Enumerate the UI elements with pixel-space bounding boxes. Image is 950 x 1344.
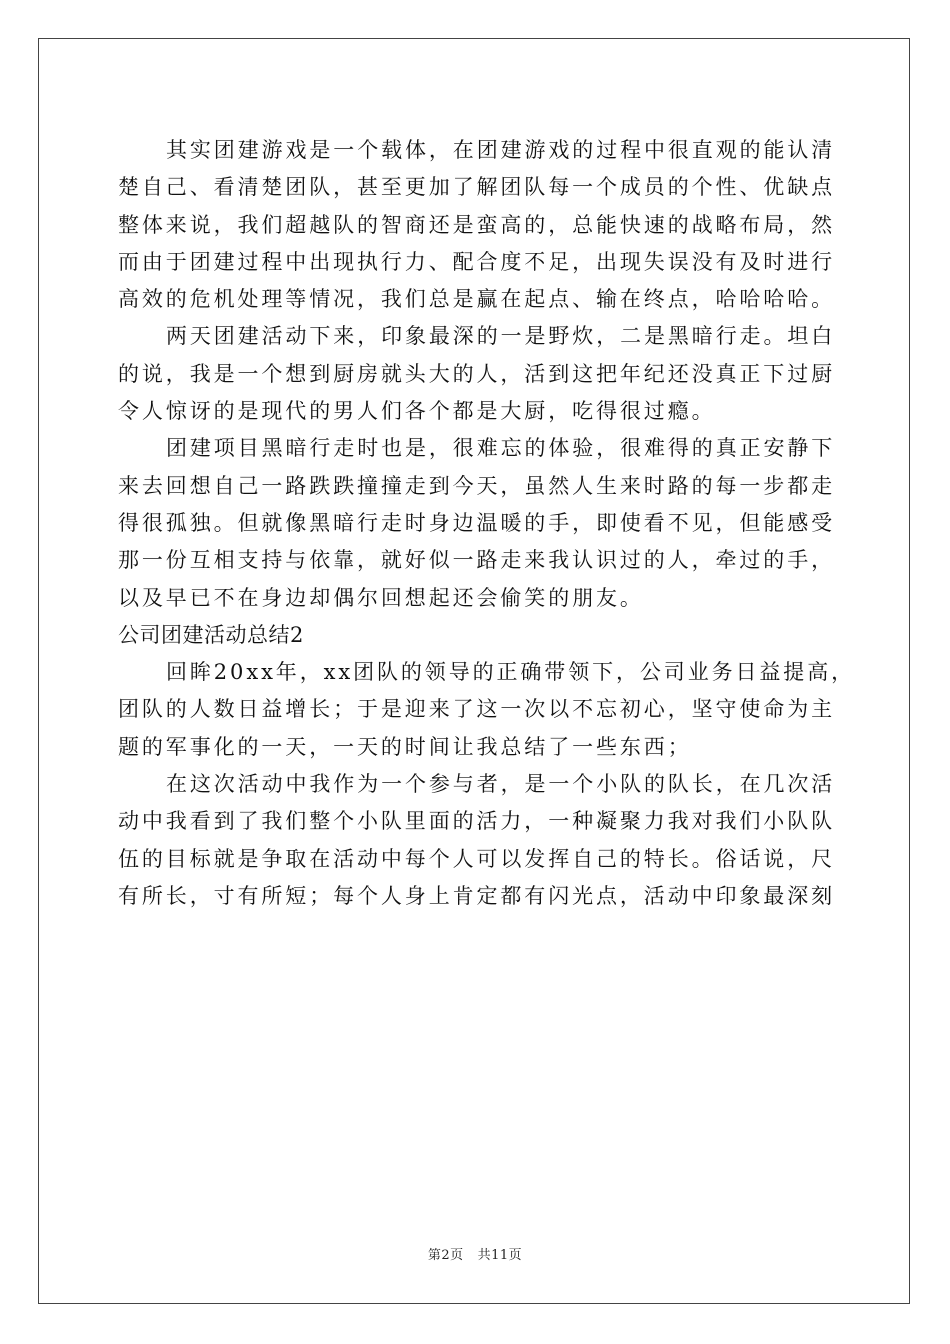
paragraph-5 <box>118 766 838 915</box>
text-line: 有所长，寸有所短；每个人身上肯定都有闪光点，活动中印象最深刻 <box>118 883 835 908</box>
section-heading: 公司团建活动总结2 <box>118 622 304 647</box>
paragraph-3 <box>118 430 838 616</box>
paragraph-2 <box>118 318 838 430</box>
text-line: 回眸20xx年，xx团队的领导的正确带领下，公司业务日益提高， <box>166 660 855 685</box>
text-line: 整体来说，我们超越队的智商还是蛮高的，总能快速的战略布局，然 <box>118 212 835 237</box>
text-line: 高效的危机处理等情况，我们总是赢在起点、输在终点，哈哈哈哈。 <box>118 287 835 312</box>
paragraph-4 <box>118 654 855 766</box>
text-line: 团队的人数日益增长；于是迎来了这一次以不忘初心，坚守使命为主 <box>118 697 835 722</box>
page-number: 第2页 <box>427 1248 464 1263</box>
text-line: 楚自己、看清楚团队，甚至更加了解团队每一个成员的个性、优缺点 <box>118 175 835 200</box>
text-line: 令人惊讶的是现代的男人们各个都是大厨，吃得很过瘾。 <box>118 399 716 424</box>
text-line: 的说，我是一个想到厨房就头大的人，活到这把年纪还没真正下过厨 <box>118 361 835 386</box>
text-line: 伍的目标就是争取在活动中每个人可以发挥自己的特长。俗话说，尺 <box>118 846 835 871</box>
text-line: 题的军事化的一天，一天的时间让我总结了一些东西； <box>118 734 692 759</box>
total-pages: 共11页 <box>477 1248 523 1263</box>
text-line: 团建项目黑暗行走时也是，很难忘的体验，很难得的真正安静下 <box>166 436 836 461</box>
text-line: 在这次活动中我作为一个参与者，是一个小队的队长，在几次活 <box>166 772 836 797</box>
text-line: 其实团建游戏是一个载体，在团建游戏的过程中很直观的能认清 <box>166 138 836 162</box>
paragraph-1 <box>118 132 838 318</box>
text-line: 那一份互相支持与依靠，就好似一路走来我认识过的人，牵过的手， <box>118 548 835 573</box>
text-line: 来去回想自己一路跌跌撞撞走到今天，虽然人生来时路的每一步都走 <box>118 473 835 498</box>
text-line: 得很孤独。但就像黑暗行走时身边温暖的手，即使看不见，但能感受 <box>118 510 835 535</box>
text-line: 两天团建活动下来，印象最深的一是野炊，二是黑暗行走。坦白 <box>166 324 836 349</box>
text-line: 而由于团建过程中出现执行力、配合度不足，出现失误没有及时进行 <box>118 249 835 274</box>
text-line: 动中我看到了我们整个小队里面的活力，一种凝聚力我对我们小队队 <box>118 809 835 834</box>
text-line: 以及早已不在身边却偶尔回想起还会偷笑的朋友。 <box>118 585 644 610</box>
page-footer <box>0 1244 950 1263</box>
document-body <box>118 132 855 915</box>
